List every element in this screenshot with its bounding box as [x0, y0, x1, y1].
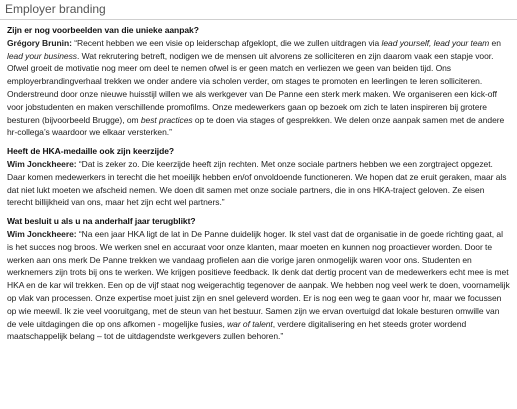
header-bar: [0, 0, 517, 20]
emphasis-text: lead your business: [7, 50, 77, 61]
answer-paragraph: Grégory Brunin: “Recent hebben we een visie op leiderschap afgeklopt, die we zullen uitdragen via lead yourself, lead your team en lead your business. Wat rekrutering betreft, nodigen we de mensen uit alvorens ze solliciteren en zijn daarom vaak een stapje voor. Ofwel groeit de motivatie nog meer om deel te nemen ofwel is er geen match en verliezen we geen van beiden tijd. Ons employerbrandingverhaal trekken we onder andere via scholen verder, om stages te promoten en leerlingen te leren solliciteren. Onderstreund door onze nieuwe huisstijl willen we als werkgever van De Panne een sterk merk maken. We organiseren een kick-off voor jobstudenten en maken verschillende promofilms. Onze medewerkers gaan op bezoek om zich te laten inspireren bij grotere besturen (bijvoorbeeld Brugge), om best practices op te doen via stages of gesprekken. We delen onze aanpak samen met de andere hr-collega’s waardoor we elkaar versterken.”: [7, 37, 505, 138]
answer-text: en: [489, 37, 501, 48]
answer-paragraph: Wim Jonckheere: “Dat is zeker zo. Die keerzijde heeft zijn rechten. Met onze sociale partners hebben we een zorgtraject opgezet. Daar komen medewerkers in terecht die het moeilijk hebben en/of onvoldoende functioneren. We hopen dat ze eruit geraken, maar als dat niet lukt moeten we afscheid nemen. We doen dit samen met onze sociale partners, die in ons HKA-traject geloven. Ze eisen terecht billijkheid van ons, maar het zijn echt wel partners.”: [7, 158, 507, 208]
answer-text: “Na een jaar HKA ligt de lat in De Panne duidelijk hoger. Ik stel vast dat de organisatie in de goede richting gaat, al is het succes nog broos. We werken snel en accuraat voor onze klanten, maar moeten en kunnen nog proactiever worden. Door te werken aan ons merk De Panne trekken we vandaag profielen aan die vorige jaren onmogelijk waren voor ons. Studenten en werknemers zijn trots bij ons te werken. We krijgen positieve feedback. Ik denk dat dertig procent van de medewerkers echt mee is met HKA en de kar wil trekken. Een op de vijf staat nog weigerachtig tegenover de aanpak. We hebben nog veel werk te doen, voornamelijk op vlak van processen. Onze expertise moet juist zijn en snel geleverd worden. Er is nog een weg te gaan voor hr, maar we focussen op wie meewil. Ik zie veel vooruitgang, met de steun van het bestuur. Samen zijn we ervan overtuigd dat lokale besturen omwille van de vele uitdagingen die op ons afkomen - mogelijke fusies,: [7, 228, 510, 329]
answer-text: op te doen via stages of gesprekken. We delen onze aanpak samen met de andere hr-collega’s waardoor we elkaar versterken.”: [7, 114, 505, 138]
page-title: Employer branding: [5, 2, 106, 16]
answer-paragraph: Wim Jonckheere: “Na een jaar HKA ligt de lat in De Panne duidelijk hoger. Ik stel vast dat de organisatie in de goede richting gaat, al is het succes nog broos. We werken snel en accuraat voor onze klanten, maar moeten en kunnen nog proactiever worden. Door te werken aan ons merk De Panne trekken we vandaag profielen aan die vorige jaren onmogelijk waren voor ons. Studenten en werknemers zijn trots bij ons te werken. We krijgen positieve feedback. Ik denk dat dertig procent van de medewerkers echt mee is met HKA en de kar wil trekken. Een op de vijf staat nog weigerachtig tegenover de aanpak. We hebben nog veel werk te doen, voornamelijk op vlak van processen. Onze expertise moet juist zijn en snel geleverd worden. Er is nog een weg te gaan voor hr, maar we focussen op wie meewil. Ik zie veel vooruitgang, met de steun van het bestuur. Samen zijn we ervan overtuigd dat lokale besturen omwille van de vele uitdagingen die op ons afkomen - mogelijke fusies, war of talent, verdere digitalisering en het steeds groter wordend maatschappelijk belang – tot de uitdagendste werkgevers zullen behoren.”: [7, 228, 510, 342]
emphasis-text: war of talent: [227, 318, 273, 329]
answer-text: . Wat rekrutering betreft, nodigen we de mensen uit alvorens ze solliciteren en zijn daarom vaak een stapje voor. Ofwel groeit de motivatie nog meer om deel te nemen ofwel is er geen match en verliezen we geen van beiden tijd. Ons employerbrandingverhaal trekken we onder andere via scholen verder, om stages te promoten en leerlingen te leren solliciteren. Onderstreund door onze nieuwe huisstijl willen we als werkgever van De Panne een sterk merk maken. We organiseren een kick-off voor jobstudenten en maken verschillende promofilms. Onze medewerkers gaan op bezoek om zich te laten inspireren bij grotere besturen (bijvoorbeeld Brugge), om: [7, 50, 497, 125]
question-heading: Wat besluit u als u na anderhalf jaar terugblikt?: [7, 216, 196, 227]
question-heading: Zijn er nog voorbeelden van die unieke aanpak?: [7, 25, 199, 35]
answer-text: “Recent hebben we een visie op leiderschap afgeklopt, die we zullen uitdragen via: [74, 37, 382, 48]
speaker-name: Wim Jonckheere: [7, 158, 74, 169]
answer-text: , verdere digitalisering en het steeds groter wordend maatschappelijk belang – tot de uitdagendste werkgevers zullen behoren.”: [7, 318, 467, 342]
emphasis-text: best practices: [140, 114, 193, 125]
emphasis-text: lead yourself, lead your team: [381, 37, 490, 48]
article-body: [7, 24, 511, 349]
speaker-name: Grégory Brunin: [7, 37, 70, 48]
speaker-name: Wim Jonckheere: [7, 228, 74, 239]
answer-text: “Dat is zeker zo. Die keerzijde heeft zijn rechten. Met onze sociale partners hebben we een zorgtraject opgezet. Daar komen medewerkers in terecht die het moeilijk hebben en/of onvoldoende functioneren. We hopen dat ze eruit geraken, maar als dat niet lukt moeten we afscheid nemen. We doen dit samen met onze sociale partners, die in ons HKA-traject geloven. Ze eisen terecht billijkheid van ons, maar het zijn echt wel partners.”: [7, 158, 507, 208]
question-heading: Heeft de HKA-medaille ook zijn keerzijde?: [7, 146, 175, 157]
